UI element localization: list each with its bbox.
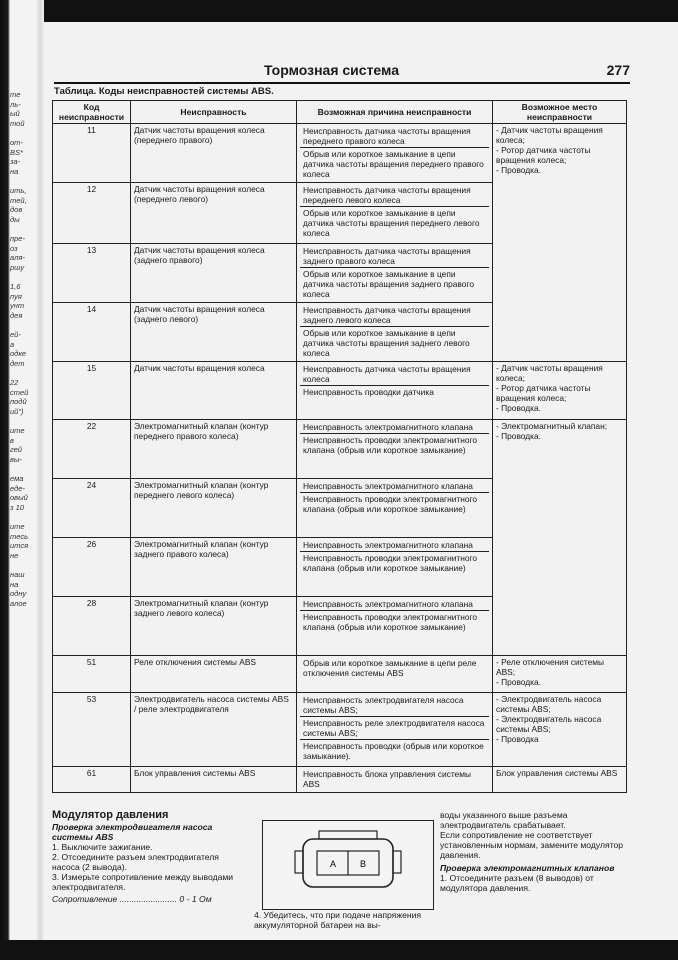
fault-cell: Датчик частоты вращения колеса (заднего левого) bbox=[131, 303, 297, 362]
modulator-section bbox=[52, 810, 234, 904]
code-cell: 24 bbox=[53, 479, 131, 538]
cause-text: Неисправность датчика частоты вращения заднего левого колеса bbox=[303, 305, 471, 325]
edge-fragment: гей bbox=[10, 445, 22, 454]
cause-cell bbox=[297, 767, 493, 793]
code-cell: 53 bbox=[53, 693, 131, 767]
header-location: Возможное место неисправности bbox=[493, 101, 627, 124]
resistance-label: Сопротивление bbox=[52, 894, 118, 904]
code-cell: 61 bbox=[53, 767, 131, 793]
location-text: - Ротор датчика частоты вращения колеса; bbox=[496, 145, 591, 165]
edge-fragment: за- bbox=[10, 157, 21, 166]
edge-fragment: стей bbox=[10, 387, 29, 397]
location-cell bbox=[493, 656, 627, 693]
section-title: Тормозная система bbox=[264, 62, 399, 78]
edge-fragment: одке bbox=[10, 349, 27, 358]
location-cell bbox=[493, 767, 627, 793]
step-2: 2. Отсоедините разъем электродвигателя насоса (2 вывода). bbox=[52, 852, 219, 872]
cause-cell bbox=[297, 244, 493, 303]
edge-fragment: на bbox=[10, 166, 19, 176]
edge-fragment: в bbox=[10, 435, 14, 445]
cause-text: Неисправность проводки электромагнитного клапана (обрыв или короткое замыкание) bbox=[300, 551, 489, 574]
fault-cell: Датчик частоты вращения колеса (переднего левого) bbox=[131, 183, 297, 244]
cause-text: Неисправность проводки (обрыв или короткое замыкание). bbox=[300, 739, 489, 762]
code-cell: 15 bbox=[53, 362, 131, 420]
edge-fragment: ить, bbox=[10, 186, 27, 195]
code-cell: 13 bbox=[53, 244, 131, 303]
cause-text: Обрыв или короткое замыкание в цепи датчика частоты вращения переднего правого колеса bbox=[300, 147, 489, 180]
abs-codes-table bbox=[52, 100, 627, 793]
edge-fragment: той bbox=[10, 118, 25, 128]
cause-cell bbox=[297, 362, 493, 420]
edge-fragment: одну bbox=[10, 589, 27, 598]
fault-cell: Электромагнитный клапан (контур переднего левого колеса) bbox=[131, 479, 297, 538]
edge-fragment: не bbox=[10, 550, 19, 560]
cause-text: Неисправность датчика частоты вращения переднего правого колеса bbox=[303, 126, 471, 146]
step-4: 4. Убедитесь, что при подаче напряжения аккумуляторной батареи на вы- bbox=[254, 910, 422, 930]
edge-fragment: дея bbox=[10, 310, 23, 320]
edge-fragment: ды bbox=[10, 214, 20, 224]
resistance-value: 0 - 1 Ом bbox=[179, 894, 212, 904]
edge-fragment: 1,6 bbox=[10, 282, 21, 291]
connector-drawing bbox=[263, 821, 433, 909]
location-text: - Датчик частоты вращения колеса; bbox=[496, 363, 603, 383]
step-3: 3. Измерьте сопротивление между выводами электродвигателя. bbox=[52, 872, 234, 892]
cause-cell bbox=[297, 597, 493, 656]
code-cell: 12 bbox=[53, 183, 131, 244]
edge-fragment: ите bbox=[10, 426, 25, 435]
edge-fragment: подй bbox=[10, 397, 27, 406]
fault-cell: Реле отключения системы ABS bbox=[131, 656, 297, 693]
location-text: - Датчик частоты вращения колеса; bbox=[496, 125, 603, 145]
cause-text: Обрыв или короткое замыкание в цепи датчика частоты вращения заднего левого колеса bbox=[300, 326, 489, 359]
location-cell bbox=[493, 362, 627, 420]
cause-cell bbox=[297, 479, 493, 538]
cause-cell bbox=[297, 656, 493, 693]
edge-fragment: вы- bbox=[10, 454, 22, 464]
code-cell: 14 bbox=[53, 303, 131, 362]
code-cell: 22 bbox=[53, 420, 131, 479]
cause-text: Неисправность проводки электромагнитного клапана (обрыв или короткое замыкание) bbox=[300, 610, 489, 633]
table-row bbox=[53, 693, 627, 767]
fault-cell: Блок управления системы ABS bbox=[131, 767, 297, 793]
header-code: Код неисправности bbox=[53, 101, 131, 124]
pin-a-label: A bbox=[329, 859, 337, 869]
fault-cell: Электромагнитный клапан (контур переднего правого колеса) bbox=[131, 420, 297, 479]
cause-cell bbox=[297, 538, 493, 597]
right-column bbox=[440, 810, 628, 893]
table-row bbox=[53, 362, 627, 420]
edge-fragment: еде- bbox=[10, 483, 25, 493]
code-cell: 28 bbox=[53, 597, 131, 656]
code-cell: 11 bbox=[53, 124, 131, 183]
fault-cell: Электродвигатель насоса системы ABS / реле электродвигателя bbox=[131, 693, 297, 767]
step-1: 1. Выключите зажигание. bbox=[52, 842, 153, 852]
cause-text: Неисправность электромагнитного клапана bbox=[303, 599, 473, 609]
table-caption: Таблица. Коды неисправностей системы ABS. bbox=[54, 86, 274, 97]
valves-step-1: 1. Отсоедините разъем (8 выводов) от модулятора давления. bbox=[440, 873, 594, 893]
code-cell: 51 bbox=[53, 656, 131, 693]
motor-check-continuation: воды указанного выше разъема электродвигатель срабатывает. bbox=[440, 810, 568, 830]
fault-cell: Электромагнитный клапан (контур заднего левого колеса) bbox=[131, 597, 297, 656]
connector-figure bbox=[262, 820, 434, 910]
cause-cell bbox=[297, 124, 493, 183]
edge-fragment: ршу bbox=[10, 262, 25, 272]
cause-text: Обрыв или короткое замыкание в цепи датчика частоты вращения переднего левого колеса bbox=[300, 206, 489, 239]
code-cell: 26 bbox=[53, 538, 131, 597]
location-text: - Реле отключения системы ABS; bbox=[496, 657, 605, 677]
location-text: - Проводка. bbox=[496, 431, 541, 441]
scan-bottom-border bbox=[0, 940, 678, 960]
resistance-line: Сопротивление ........................ 0 - 1 Ом bbox=[52, 894, 212, 904]
edge-fragment: ий") bbox=[10, 406, 24, 416]
fault-cell: Электромагнитный клапан (контур заднего правого колеса) bbox=[131, 538, 297, 597]
replace-note: Если сопротивление не соответствует установленным нормам, замените модулятор давления. bbox=[440, 830, 624, 860]
location-text: - Электродвигатель насоса системы ABS; bbox=[496, 714, 602, 734]
edge-fragment: пуя bbox=[10, 291, 22, 301]
edge-fragment: ится bbox=[10, 541, 29, 550]
header-fault: Неисправность bbox=[131, 101, 297, 124]
pin-b-label: B bbox=[359, 859, 367, 869]
edge-fragment: тей, bbox=[10, 195, 27, 205]
fault-cell: Датчик частоты вращения колеса (переднего правого) bbox=[131, 124, 297, 183]
edge-fragment: те bbox=[10, 90, 21, 99]
left-page-edge-fragments bbox=[10, 90, 34, 618]
cause-text: Неисправность проводки датчика bbox=[300, 385, 489, 398]
edge-fragment: алое bbox=[10, 598, 27, 608]
location-cell bbox=[493, 124, 627, 362]
location-text: - Ротор датчика частоты вращения колеса; bbox=[496, 383, 591, 403]
check-valves-heading: Проверка электромагнитных клапанов bbox=[440, 863, 615, 873]
cause-cell bbox=[297, 420, 493, 479]
cause-cell bbox=[297, 183, 493, 244]
cause-text: Обрыв или короткое замыкание в цепи датчика частоты вращения заднего правого колеса bbox=[300, 267, 489, 300]
edge-fragment: ль- bbox=[10, 99, 21, 109]
edge-fragment: а bbox=[10, 339, 15, 349]
edge-fragment: на bbox=[10, 579, 19, 589]
cause-text: Неисправность электромагнитного клапана bbox=[303, 540, 473, 550]
cause-cell bbox=[297, 693, 493, 767]
edge-fragment: ей- bbox=[10, 330, 21, 339]
table-row bbox=[53, 767, 627, 793]
scan-top-border bbox=[0, 0, 678, 22]
cause-cell bbox=[297, 303, 493, 362]
edge-fragment: оз bbox=[10, 243, 18, 253]
edge-fragment: з 10 bbox=[10, 502, 24, 512]
cause-text: Неисправность электродвигателя насоса системы ABS; bbox=[303, 695, 464, 715]
edge-fragment: дов bbox=[10, 205, 23, 214]
cause-text: Неисправность электромагнитного клапана bbox=[303, 481, 473, 491]
header-cause: Возможная причина неисправности bbox=[297, 101, 493, 124]
fault-cell: Датчик частоты вращения колеса bbox=[131, 362, 297, 420]
location-cell bbox=[493, 693, 627, 767]
edge-fragment: дет bbox=[10, 358, 25, 368]
cause-text: Неисправность проводки электромагнитного клапана (обрыв или короткое замыкание) bbox=[300, 492, 489, 515]
edge-fragment: 22 bbox=[10, 378, 19, 387]
location-text: Блок управления системы ABS bbox=[496, 768, 618, 778]
cause-text: Неисправность датчика частоты вращения переднего левого колеса bbox=[303, 185, 471, 205]
edge-fragment: аля- bbox=[10, 253, 25, 262]
check-motor-heading: Проверка электродвигателя насоса системы ABS bbox=[52, 822, 213, 842]
page-header bbox=[54, 62, 630, 84]
edge-fragment: овый bbox=[10, 493, 28, 502]
edge-fragment: унт bbox=[10, 301, 25, 310]
edge-fragment: BS* bbox=[10, 147, 23, 157]
page bbox=[44, 22, 678, 940]
edge-fragment: ема bbox=[10, 474, 24, 483]
cause-text: Неисправность проводки электромагнитного клапана (обрыв или короткое замыкание) bbox=[300, 433, 489, 456]
cause-text: Неисправность датчика частоты вращения колеса bbox=[303, 364, 471, 384]
cause-text: Неисправность блока управления системы ABS bbox=[303, 769, 471, 789]
edge-fragment: ите bbox=[10, 522, 25, 531]
location-text: - Проводка. bbox=[496, 403, 541, 413]
location-text: - Электромагнитный клапан; bbox=[496, 421, 608, 431]
location-cell bbox=[493, 420, 627, 656]
edge-fragment: наш bbox=[10, 570, 25, 579]
location-text: - Проводка. bbox=[496, 677, 541, 687]
table-row bbox=[53, 656, 627, 693]
cause-text: Обрыв или короткое замыкание в цепи реле отключения системы ABS bbox=[303, 658, 477, 678]
modulator-title: Модулятор давления bbox=[52, 809, 169, 821]
table-header-row bbox=[53, 101, 627, 124]
step-4-block bbox=[254, 910, 434, 930]
page-number: 277 bbox=[606, 62, 630, 78]
edge-fragment: тесь bbox=[10, 531, 29, 541]
location-text: - Проводка bbox=[496, 734, 539, 744]
cause-text: Неисправность электромагнитного клапана bbox=[303, 422, 473, 432]
table-row bbox=[53, 420, 627, 479]
table-row bbox=[53, 124, 627, 183]
fault-cell: Датчик частоты вращения колеса (заднего правого) bbox=[131, 244, 297, 303]
cause-text: Неисправность датчика частоты вращения заднего правого колеса bbox=[303, 246, 471, 266]
location-text: - Проводка. bbox=[496, 165, 541, 175]
edge-fragment: ый bbox=[10, 109, 20, 118]
edge-fragment: от- bbox=[10, 138, 23, 147]
cause-text: Неисправность реле электродвигателя насоса системы ABS; bbox=[300, 716, 489, 739]
location-text: - Электродвигатель насоса системы ABS; bbox=[496, 694, 602, 714]
edge-fragment: пре- bbox=[10, 234, 25, 243]
